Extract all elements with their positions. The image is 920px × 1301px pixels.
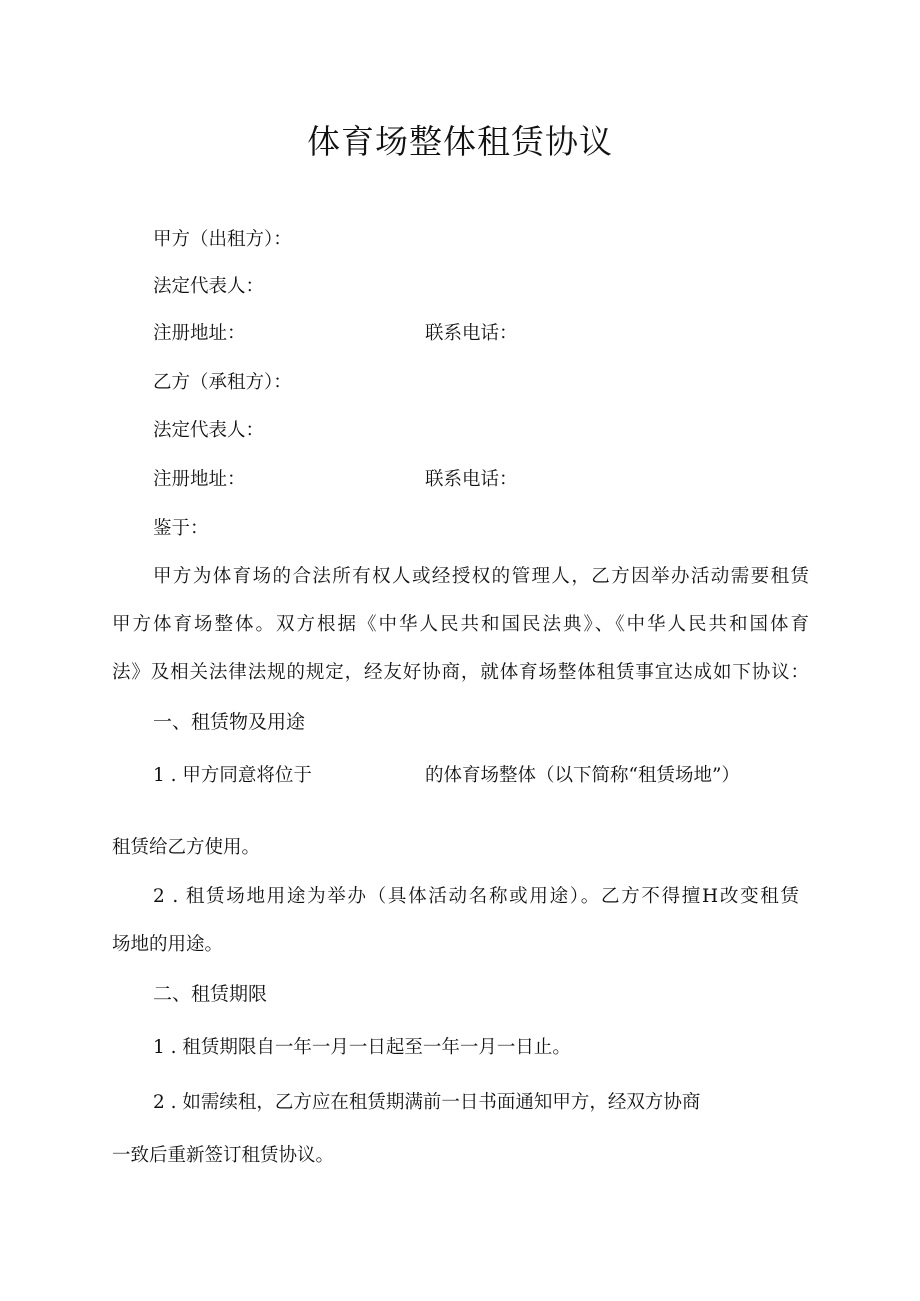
section-1-item-2-line-2: 场地的用途。	[112, 934, 224, 955]
document-title: 体育场整体租赁协议	[307, 122, 613, 161]
party-b-label: 乙方（承租方）：	[153, 372, 292, 393]
whereas-line-1: 甲方为体育场的合法所有权人或经授权的管理人，乙方因举办活动需要租赁	[153, 566, 809, 587]
whereas-line-2: 甲方体育场整体。双方根据《中华人民共和国民法典》、《中华人民共和国体育	[112, 614, 809, 635]
whereas-label: 鉴于：	[153, 518, 209, 539]
section-1-item-1-part-1: 1 . 甲方同意将位于	[153, 765, 312, 786]
section-1-item-1-continuation: 租赁给乙方使用。	[112, 837, 261, 858]
section-2-item-1: 1 . 租赁期限自一年一月一日起至一年一月一日止。	[153, 1037, 571, 1058]
section-1-item-2-line-1: 2 . 租赁场地用途为举办（具体活动名称或用途）。乙方不得擅H改变租赁	[153, 886, 799, 907]
party-b-address: 注册地址：	[153, 469, 246, 490]
party-a-phone: 联系电话：	[425, 323, 518, 344]
section-2-item-2-line-1: 2 . 如需续租，乙方应在租赁期满前一日书面通知甲方，经双方协商	[153, 1092, 701, 1113]
whereas-line-3: 法》及相关法律法规的规定，经友好协商，就体育场整体租赁事宜达成如下协议：	[112, 662, 809, 683]
section-2-item-2-line-2: 一致后重新签订租赁协议。	[112, 1145, 335, 1166]
section-2-heading: 二、租赁期限	[153, 983, 268, 1005]
section-1-item-1-part-2: 的体育场整体（以下简称“租赁场地”）	[425, 765, 740, 786]
party-b-rep: 法定代表人：	[153, 420, 265, 441]
party-b-phone: 联系电话：	[425, 469, 518, 490]
party-a-address: 注册地址：	[153, 323, 246, 344]
party-a-rep: 法定代表人：	[153, 276, 265, 297]
party-a-label: 甲方（出租方）：	[153, 229, 292, 250]
section-1-heading: 一、租赁物及用途	[153, 711, 306, 733]
